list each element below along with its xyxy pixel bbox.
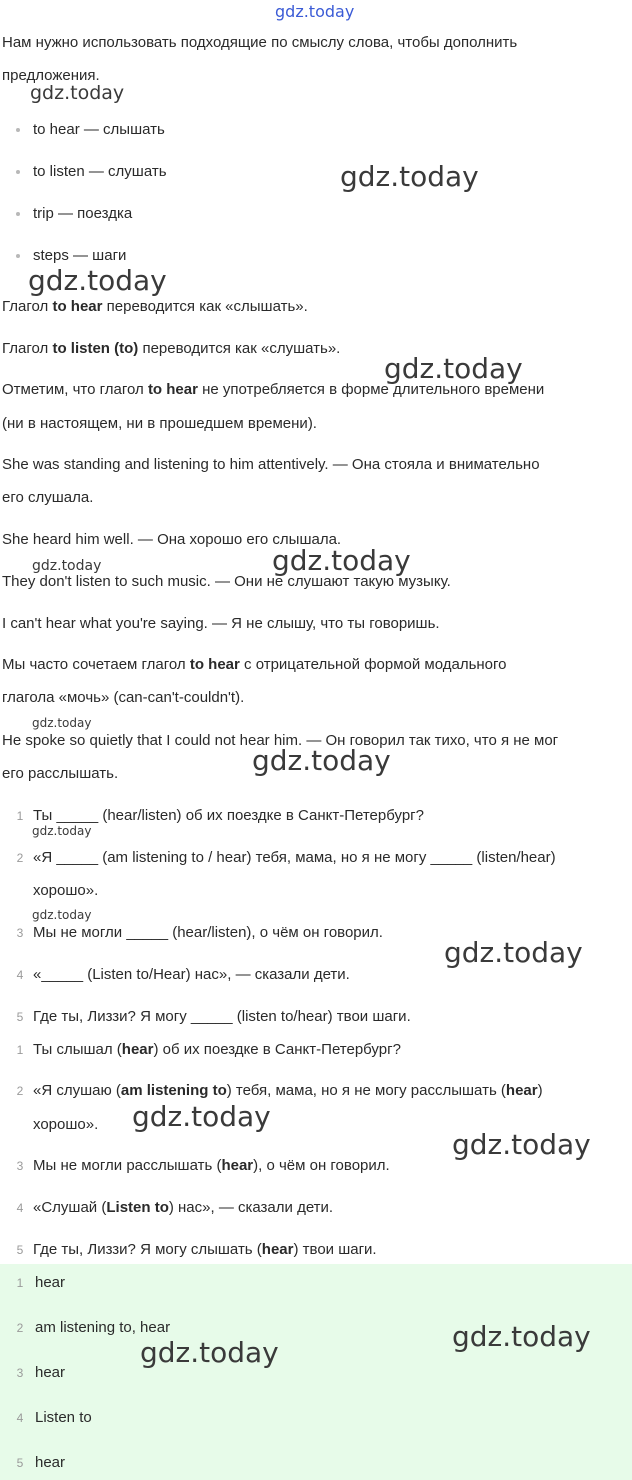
watermark: gdz.today (32, 824, 92, 838)
modal-example-line: He spoke so quietly that I could not hear him. — Он говорил так тихо, что я не мог (2, 732, 559, 749)
item-number: 5 (16, 1456, 24, 1470)
intro-line: предложения. (2, 67, 100, 84)
watermark: gdz.today (384, 352, 523, 385)
rule-note-line2: (ни в настоящем, ни в прошедшем времени). (2, 415, 317, 432)
answer-item: Listen to (35, 1409, 92, 1426)
watermark: gdz.today (452, 1320, 591, 1353)
task-item: «_____ (Listen to/Hear) нас», — сказали дети. (33, 966, 350, 983)
task-item: Где ты, Лиззи? Я могу _____ (listen to/hear) твои шаги. (33, 1008, 411, 1025)
item-number: 3 (16, 926, 24, 940)
item-number: 4 (16, 1201, 24, 1215)
item-number: 4 (16, 1411, 24, 1425)
watermark-top: gdz.today (275, 2, 355, 21)
item-number: 1 (16, 1276, 24, 1290)
watermark: gdz.today (32, 716, 92, 730)
example-line: I can't hear what you're saying. — Я не слышу, что ты говоришь. (2, 615, 440, 632)
answers-box (0, 1264, 632, 1480)
example-line: его слушала. (2, 489, 94, 506)
watermark: gdz.today (132, 1100, 271, 1133)
answer-item: hear (35, 1454, 66, 1471)
item-number: 5 (16, 1243, 24, 1257)
answer-item: hear (35, 1274, 66, 1291)
bullet-icon (16, 212, 20, 216)
solution-item: «Я слушаю (am listening to) тебя, мама, но я не могу расслышать (hear) (33, 1082, 543, 1099)
example-line: She heard him well. — Она хорошо его слышала. (2, 531, 342, 548)
solution-item-line2: хорошо». (33, 1116, 99, 1133)
item-number: 1 (16, 809, 24, 823)
solution-item: «Слушай (Listen to) нас», — сказали дети. (33, 1199, 334, 1216)
watermark: gdz.today (30, 82, 125, 104)
item-number: 5 (16, 1010, 24, 1024)
solution-item: Мы не могли расслышать (hear), о чём он говорил. (33, 1157, 390, 1174)
rule-note: Отметим, что глагол to hear не употребляется в форме длительного времени (2, 381, 545, 398)
example-line: They don't listen to such music. — Они не слушают такую музыку. (2, 573, 451, 590)
vocab-item: to listen — слушать (33, 163, 167, 180)
intro-line: Нам нужно использовать подходящие по смыслу слова, чтобы дополнить (2, 34, 518, 51)
answer-item: hear (35, 1364, 66, 1381)
item-number: 3 (16, 1366, 24, 1380)
modal-rule-line2: глагола «мочь» (can-can't-couldn't). (2, 689, 245, 706)
item-number: 2 (16, 1321, 24, 1335)
watermark: gdz.today (452, 1128, 591, 1161)
solution-item: Где ты, Лиззи? Я могу слышать (hear) твои шаги. (33, 1241, 377, 1258)
vocab-item: steps — шаги (33, 247, 127, 264)
answer-item: am listening to, hear (35, 1319, 171, 1336)
item-number: 1 (16, 1043, 24, 1057)
watermark: gdz.today (32, 558, 102, 574)
modal-rule: Мы часто сочетаем глагол to hear с отрицательной формой модального (2, 656, 507, 673)
bullet-icon (16, 170, 20, 174)
item-number: 3 (16, 1159, 24, 1173)
example-line: She was standing and listening to him attentively. — Она стояла и внимательно (2, 456, 540, 473)
bullet-icon (16, 254, 20, 258)
item-number: 4 (16, 968, 24, 982)
watermark: gdz.today (32, 908, 92, 922)
vocab-item: to hear — слышать (33, 121, 165, 138)
rule-hear: Глагол to hear переводится как «слышать». (2, 298, 308, 315)
task-item: Ты _____ (hear/listen) об их поездке в Санкт-Петербург? (33, 807, 424, 824)
watermark: gdz.today (252, 744, 391, 777)
watermark: gdz.today (444, 936, 583, 969)
watermark: gdz.today (140, 1336, 279, 1369)
vocab-item: trip — поездка (33, 205, 133, 222)
watermark: gdz.today (340, 160, 479, 193)
modal-example-line: его расслышать. (2, 765, 119, 782)
watermark: gdz.today (272, 544, 411, 577)
watermark: gdz.today (28, 264, 167, 297)
rule-listen: Глагол to listen (to) переводится как «слушать». (2, 340, 341, 357)
item-number: 2 (16, 1084, 24, 1098)
item-number: 2 (16, 851, 24, 865)
task-item: Мы не могли _____ (hear/listen), о чём он говорил. (33, 924, 383, 941)
task-item-line2: хорошо». (33, 882, 99, 899)
task-item: «Я _____ (am listening to / hear) тебя, мама, но я не могу _____ (listen/hear) (33, 849, 556, 866)
bullet-icon (16, 128, 20, 132)
solution-item: Ты слышал (hear) об их поездке в Санкт-Петербург? (33, 1041, 401, 1058)
